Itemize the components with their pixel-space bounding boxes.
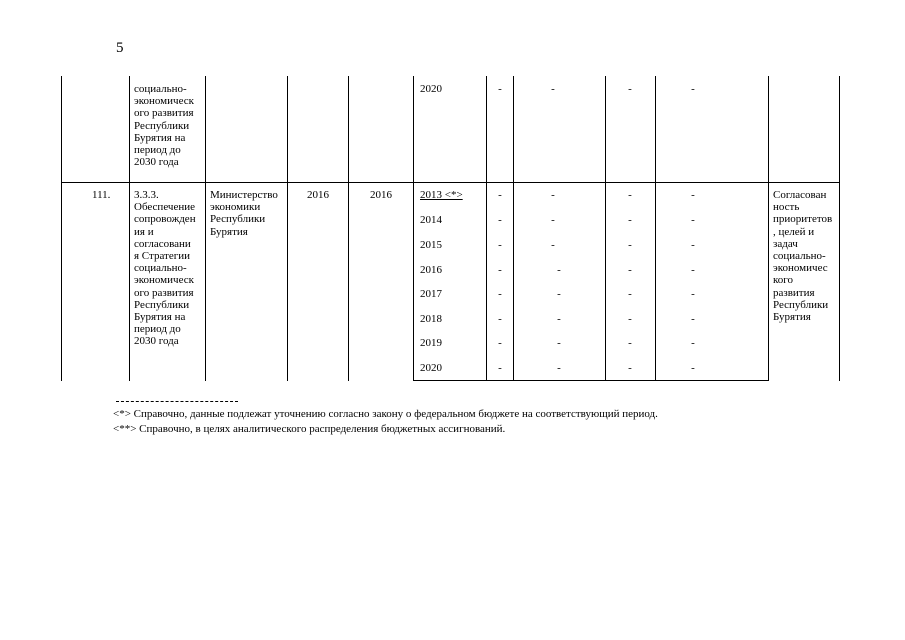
col-line <box>655 76 656 381</box>
value-cell: - <box>551 189 555 201</box>
value-cell: - <box>498 264 502 276</box>
value-cell: - <box>691 189 695 201</box>
col-line <box>839 76 840 381</box>
executor: Министерство экономики Республики Бурятия <box>210 189 278 238</box>
value-cell: - <box>498 313 502 325</box>
row-number: 111. <box>92 189 111 201</box>
value-cell: - <box>691 288 695 300</box>
value-cell: - <box>628 362 632 374</box>
value-cell: - <box>691 362 695 374</box>
value-cell: - <box>498 214 502 226</box>
value-cell: - <box>628 288 632 300</box>
value-cell: - <box>498 288 502 300</box>
col-line <box>605 76 606 381</box>
value-cell: - <box>498 362 502 374</box>
value-cell: - <box>551 214 555 226</box>
value-cell: - <box>628 239 632 251</box>
footnote-separator <box>116 401 238 402</box>
value-cell: - <box>498 83 502 95</box>
year-cell: 2013 <*> <box>420 189 463 201</box>
col-line <box>486 76 487 381</box>
value-cell: - <box>628 337 632 349</box>
value-cell: - <box>691 83 695 95</box>
task-name: 3.3.3. Обеспечение сопровожден ия и согласовани я Стратегии социально- экономическ ого развития Республики Бурятия на период до 2030 года <box>134 189 196 348</box>
value-cell: - <box>551 239 555 251</box>
value-cell: - <box>628 264 632 276</box>
footnote-1: <*> Справочно, данные подлежат уточнению согласно закону о федеральном бюджете на соответствующий период. <box>113 408 658 420</box>
value-cell: - <box>691 313 695 325</box>
end-year: 2016 <box>370 189 392 201</box>
value-cell: - <box>628 214 632 226</box>
col-line <box>61 76 62 381</box>
value-cell: - <box>628 313 632 325</box>
year-cell: 2014 <box>420 214 442 226</box>
row-line <box>61 182 840 183</box>
year-cell: 2019 <box>420 337 442 349</box>
year-cell: 2015 <box>420 239 442 251</box>
value-cell: - <box>691 214 695 226</box>
value-cell: - <box>498 337 502 349</box>
col-line <box>287 76 288 381</box>
col-line <box>348 76 349 381</box>
col-line <box>413 76 414 381</box>
year-cell: 2020 <box>420 83 442 95</box>
year-cell: 2020 <box>420 362 442 374</box>
value-cell: - <box>551 83 555 95</box>
value-cell: - <box>628 83 632 95</box>
col-line <box>513 76 514 381</box>
col-line <box>768 76 769 381</box>
value-cell: - <box>628 189 632 201</box>
page-number: 5 <box>116 40 124 56</box>
col-line <box>205 76 206 381</box>
task-name-cont: социально- экономическ ого развития Республики Бурятия на период до 2030 года <box>134 83 194 169</box>
year-cell: 2016 <box>420 264 442 276</box>
value-cell: - <box>691 337 695 349</box>
year-cell: 2018 <box>420 313 442 325</box>
col-line <box>129 76 130 381</box>
expected-result: Согласован ность приоритетов , целей и задач социально- экономичес кого развития Республики Бурятия <box>773 189 833 324</box>
value-cell: - <box>557 362 561 374</box>
value-cell: - <box>691 239 695 251</box>
value-cell: - <box>557 264 561 276</box>
value-cell: - <box>498 189 502 201</box>
value-cell: - <box>557 337 561 349</box>
start-year: 2016 <box>307 189 329 201</box>
year-cell: 2017 <box>420 288 442 300</box>
value-cell: - <box>498 239 502 251</box>
value-cell: - <box>691 264 695 276</box>
value-cell: - <box>557 313 561 325</box>
footnote-2: <**> Справочно, в целях аналитического распределения бюджетных ассигнований. <box>113 423 506 435</box>
value-cell: - <box>557 288 561 300</box>
row-line <box>413 380 769 381</box>
